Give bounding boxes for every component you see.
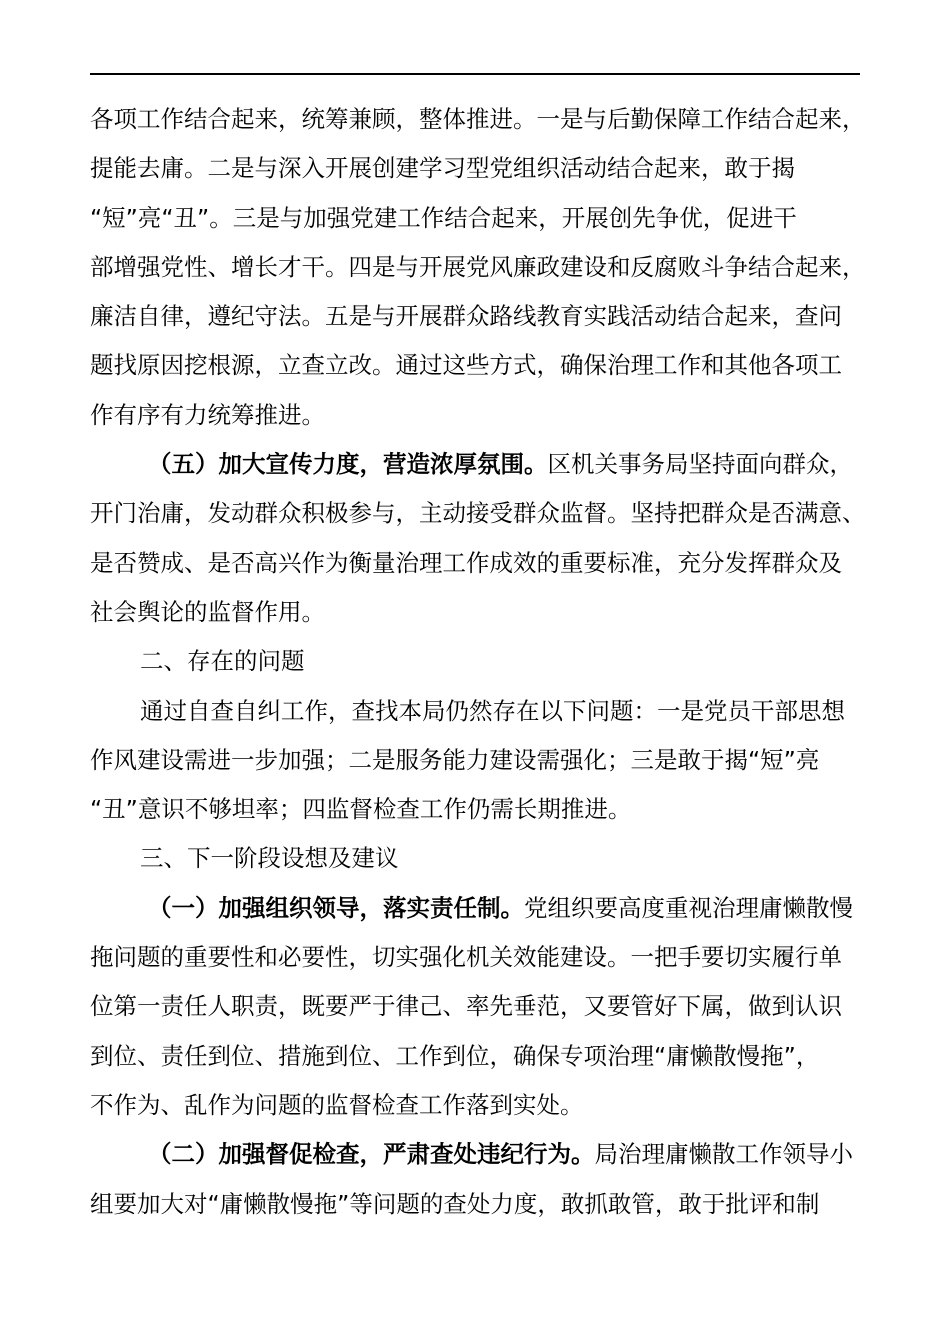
paragraph-start-line bbox=[90, 884, 860, 933]
text-line: 作有序有力统筹推进。 bbox=[90, 400, 325, 429]
text-line: 社会舆论的监督作用。 bbox=[90, 597, 325, 626]
text-line: 位第一责任人职责，既要严于律己、率先垂范，又要管好下属，做到认识 bbox=[90, 992, 842, 1021]
paragraph-start-line: 通过自查自纠工作，查找本局仍然存在以下问题：一是党员干部思想 bbox=[140, 696, 845, 725]
text-line: “丑”意识不够坦率；四监督检查工作仍需长期推进。 bbox=[90, 795, 632, 824]
text-line: 拖问题的重要性和必要性，切实强化机关效能建设。一把手要切实履行单 bbox=[90, 943, 842, 972]
text-line: 各项工作结合起来，统筹兼顾，整体推进。一是与后勤保障工作结合起来， bbox=[90, 105, 866, 133]
paragraph-text: 区机关事务局坚持面向群众， bbox=[547, 450, 853, 479]
section-heading-5: （五）加大宣传力度，营造浓厚氛围。 bbox=[148, 450, 548, 479]
text-line: 廉洁自律，遵纪守法。五是与开展群众路线教育实践活动结合起来，查问 bbox=[90, 302, 842, 331]
text-line: 部增强党性、增长才干。四是与开展党风廉政建设和反腐败斗争结合起来， bbox=[90, 252, 866, 281]
text-line: 开门治庸，发动群众积极参与，主动接受群众监督。坚持把群众是否满意、 bbox=[90, 499, 866, 528]
text-line: 组要加大对“庸懒散慢拖”等问题的查处力度，敢抓敢管，敢于批评和制 bbox=[90, 1189, 820, 1218]
text-line: 到位、责任到位、措施到位、工作到位，确保专项治理“庸懒散慢拖”， bbox=[90, 1041, 820, 1070]
text-line: 是否赞成、是否高兴作为衡量治理工作成效的重要标准，充分发挥群众及 bbox=[90, 548, 842, 577]
header-rule bbox=[90, 73, 860, 75]
text-line: 题找原因挖根源，立查立改。通过这些方式，确保治理工作和其他各项工 bbox=[90, 351, 842, 380]
paragraph-text: 党组织要高度重视治理庸懒散慢 bbox=[524, 893, 853, 922]
text-line: 作风建设需进一步加强；二是服务能力建设需强化；三是敢于揭“短”亮 bbox=[90, 745, 820, 774]
section-heading-2: （二）加强督促检查，严肃查处违纪行为。 bbox=[148, 1140, 595, 1169]
document-body bbox=[90, 95, 866, 1229]
text-line: “短”亮“丑”。三是与加强党建工作结合起来，开展创先争优，促进干 bbox=[90, 203, 797, 232]
paragraph-start-line bbox=[90, 440, 860, 489]
text-line: 提能去庸。二是与深入开展创建学习型党组织活动结合起来，敢于揭 bbox=[90, 154, 795, 183]
section-heading-1: （一）加强组织领导，落实责任制。 bbox=[148, 893, 524, 922]
section-heading-next-steps: 三、下一阶段设想及建议 bbox=[140, 844, 399, 873]
text-line: 不作为、乱作为问题的监督检查工作落到实处。 bbox=[90, 1090, 584, 1119]
paragraph-text: 局治理庸懒散工作领导小 bbox=[594, 1140, 853, 1169]
paragraph-start-line bbox=[90, 1130, 860, 1179]
section-heading-problems: 二、存在的问题 bbox=[140, 647, 305, 676]
